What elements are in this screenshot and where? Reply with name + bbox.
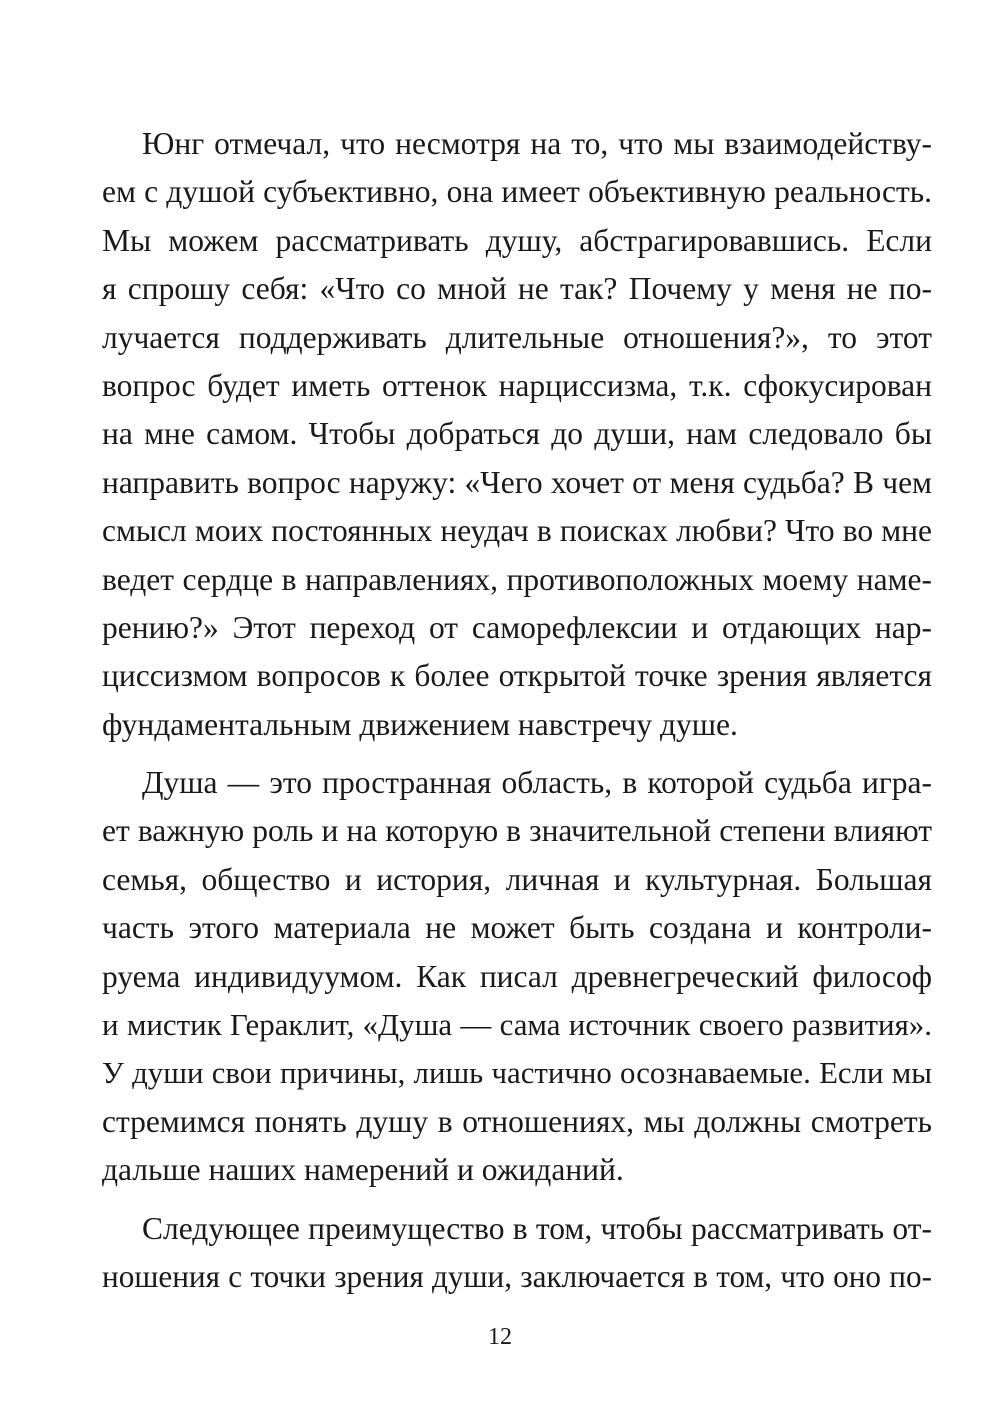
- text-line: на мне самом. Чтобы добраться до души, нам следовало бы: [102, 416, 932, 452]
- text-line: смысл моих постоянных неудач в поисках любви? Что во мне: [102, 513, 932, 549]
- text-line: стремимся понять душу в отношениях, мы должны смотреть: [102, 1103, 932, 1139]
- text-line: Душа — это пространная область, в которой судьба игра-: [142, 765, 932, 801]
- text-line: ношения с точки зрения души, заключается в том, что оно по-: [102, 1258, 932, 1294]
- paragraph-gap: [102, 749, 932, 759]
- text-line: Мы можем рассматривать душу, абстрагировавшись. Если: [102, 222, 932, 258]
- body-text: [102, 120, 932, 1301]
- page-number: 12: [488, 1324, 512, 1350]
- text-line: фундаментальным движением навстречу душе.: [102, 706, 738, 742]
- text-line: часть этого материала не может быть создана и контроли-: [102, 910, 932, 946]
- text-line: Юнг отмечал, что несмотря на то, что мы взаимодейству-: [142, 126, 932, 161]
- text-line: я спрошу себя: «Что со мной не так? Почему у меня не по-: [102, 271, 932, 307]
- text-line: вопрос будет иметь оттенок нарциссизма, т.к. сфокусирован: [102, 367, 932, 403]
- text-line: циссизмом вопросов к более открытой точке зрения является: [102, 658, 932, 694]
- text-line: У души свои причины, лишь частично осознаваемые. Если мы: [102, 1056, 932, 1091]
- text-line: ем с душой субъективно, она имеет объективную реальность.: [102, 174, 932, 210]
- text-line: рению?» Этот переход от саморефлексии и отдающих нар-: [102, 609, 932, 645]
- text-line: ведет сердце в направлениях, противоположных моему наме-: [102, 561, 932, 597]
- text-line: руема индивидуумом. Как писал древнегреческий философ: [102, 958, 932, 994]
- text-line: ет важную роль и на которую в значительной степени влияют: [102, 813, 932, 849]
- text-line: семья, общество и история, личная и культурная. Большая: [102, 861, 932, 897]
- text-line: и мистик Гераклит, «Душа — сама источник своего развития».: [102, 1007, 932, 1043]
- text-line: Следующее преимущество в том, чтобы рассматривать от-: [142, 1210, 932, 1246]
- paragraph-gap: [102, 1195, 932, 1205]
- text-line: направить вопрос наружу: «Чего хочет от меня судьба? В чем: [102, 464, 932, 500]
- text-line: дальше наших намерений и ожиданий.: [102, 1152, 624, 1188]
- text-line: лучается поддерживать длительные отношения?», то этот: [102, 319, 932, 355]
